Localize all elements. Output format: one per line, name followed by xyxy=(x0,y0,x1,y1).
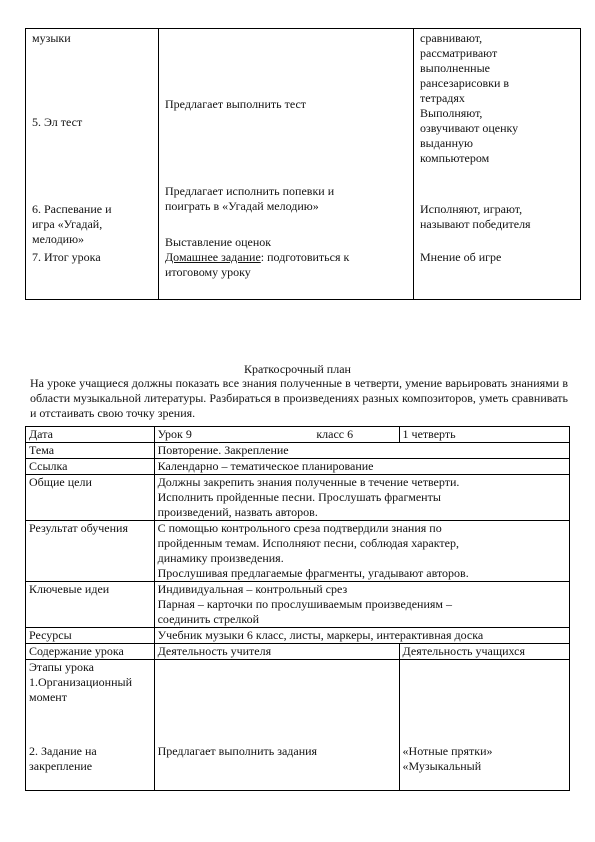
stage-column-cell xyxy=(26,29,159,300)
date-label: Дата xyxy=(26,427,155,443)
table-row xyxy=(26,427,570,443)
teacher-homework xyxy=(165,250,407,280)
teacher-songs: Предлагает исполнить попевки и поиграть в «Угадай мелодию» xyxy=(165,184,335,213)
students-column-cell xyxy=(414,29,581,300)
topic-label: Тема xyxy=(26,443,155,459)
stage-6: 6. Распевание и игра «Угадай, мелодию» xyxy=(32,202,112,246)
resources-value: Учебник музыки 6 класс, листы, маркеры, интерактивная доска xyxy=(154,628,569,644)
table-row xyxy=(26,475,570,521)
content-header: Содержание урока xyxy=(26,644,155,660)
table-row xyxy=(26,521,570,582)
stage2-students: «Нотные прятки» «Музыкальный xyxy=(402,744,493,773)
table-row xyxy=(26,29,581,300)
result-value: С помощью контрольного среза подтвердили знания по пройденным темам. Исполняют песни, соблюдая характер, динамику произведения. Прослушивая предлагаемые фрагменты, угадывают авторов. xyxy=(154,521,569,582)
students-activity-header: Деятельность учащихся xyxy=(399,644,569,660)
reference-label: Ссылка xyxy=(26,459,155,475)
table-row xyxy=(26,660,570,791)
stage-2: 2. Задание на закрепление xyxy=(29,744,97,773)
table-row xyxy=(26,644,570,660)
reference-value: Календарно – тематическое планирование xyxy=(154,459,569,475)
quarter: 1 четверть xyxy=(399,427,569,443)
stage-5: 5. Эл тест xyxy=(32,115,83,129)
stage2-teacher: Предлагает выполнить задания xyxy=(157,744,318,758)
key-ideas-label: Ключевые идеи xyxy=(26,582,155,628)
result-label: Результат обучения xyxy=(26,521,155,582)
table-row xyxy=(26,459,570,475)
students-opinion: Мнение об игре xyxy=(420,250,502,264)
homework-label: Домашнее задание xyxy=(165,250,261,264)
teacher-grades: Выставление оценок xyxy=(165,235,272,249)
goals-label: Общие цели xyxy=(26,475,155,521)
homework-text: : подготовиться к итоговому уроку xyxy=(165,250,350,279)
table-row xyxy=(26,628,570,644)
students-activity-cell xyxy=(399,660,569,791)
stage-text: музыки xyxy=(32,31,71,45)
goals-value: Должны закрепить знания полученные в течение четверти. Исполнить пройденные песни. Прослушать фрагменты произведений, назвать авторов. xyxy=(154,475,569,521)
teacher-activity-cell xyxy=(154,660,399,791)
key-ideas-value: Индивидуальная – контрольный срез Парная – карточки по прослушиваемым произведениям – соединить стрелкой xyxy=(154,582,569,628)
students-compare: сравнивают, рассматривают выполненные рансезарисовки в тетрадях xyxy=(420,31,510,105)
teacher-test: Предлагает выполнить тест xyxy=(165,97,307,111)
plan-title: Краткосрочный план xyxy=(244,362,351,376)
teacher-activity-header: Деятельность учителя xyxy=(154,644,399,660)
lesson-stages-table-continued xyxy=(25,28,581,300)
stages-text: Этапы урока 1.Организационный момент xyxy=(29,660,132,704)
plan-intro-paragraph: На уроке учащиеся должны показать все знания полученные в четверти, умение варьировать знаниями в области музыкальной литературы. Разбираться в произведениях разных композиторов, уметь сравнивать и отстаивать свою точку зрения. xyxy=(30,376,568,420)
resources-label: Ресурсы xyxy=(26,628,155,644)
students-test: Выполняют, озвучивают оценку выданную компьютером xyxy=(420,106,519,165)
stage-7: 7. Итог урока xyxy=(32,250,101,264)
short-term-plan-table xyxy=(25,426,570,791)
lesson-number: Урок 9 xyxy=(154,427,313,443)
table-row xyxy=(26,582,570,628)
class-number: класс 6 xyxy=(313,427,399,443)
students-play: Исполняют, играют, называют победителя xyxy=(420,202,531,231)
stages-cell xyxy=(26,660,155,791)
teacher-column-cell xyxy=(159,29,414,300)
topic-value: Повторение. Закрепление xyxy=(154,443,569,459)
table-row xyxy=(26,443,570,459)
